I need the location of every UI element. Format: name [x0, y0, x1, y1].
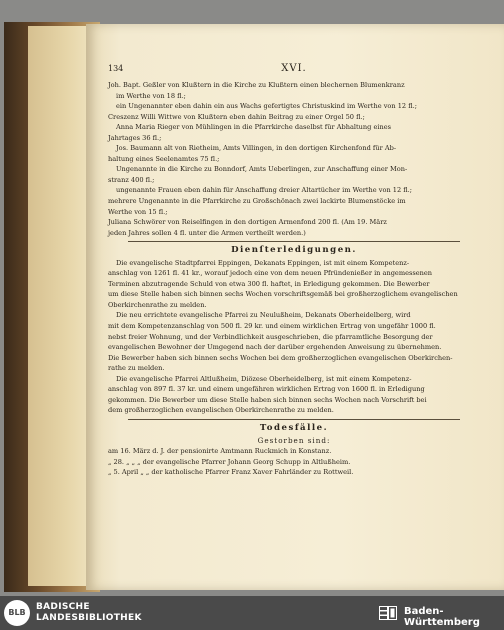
text-line: am 16. März d. J. der pensionirte Amtmann Ruckmich in Konstanz.: [108, 447, 332, 456]
deaths-heading: Todesfälle.: [259, 422, 329, 433]
page-body: [108, 80, 480, 478]
text-line: Die neu errichtete evangelische Pfarrei zu Neulußheim, Dekanats Oberheidelberg, wird: [116, 311, 411, 320]
text-line: dem großherzoglichen evangelischen Oberkirchenrathe zu melden.: [108, 406, 334, 415]
book-page: [86, 24, 504, 590]
text-line: mit dem Kompetenzanschlag von 500 fl. 29 kr. und einem wirklichen Ertrag von ungefähr 1000 fl.: [108, 322, 436, 331]
section-number: XVI.: [281, 63, 307, 74]
blb-logo[interactable]: BLB: [4, 600, 30, 626]
text-line: Juliana Schwörer von Reiselfingen in den dortigen Armenfond 200 fl. (Am 19. März: [108, 218, 387, 227]
text-line: Anna Maria Rieger von Mühlingen in die Pfarrkirche daselbst für Abhaltung eines: [116, 123, 392, 132]
text-line: Oberkirchenrathe zu melden.: [108, 300, 207, 309]
section-divider: [128, 419, 460, 420]
section-divider: [128, 241, 460, 242]
text-line: Ungenannte in die Kirche zu Bonndorf, Amts Ueberlingen, zur Anschaffung einer Mon-: [116, 165, 408, 174]
text-line: anschlag von 897 fl. 37 kr. und einem ungefähren wirklichen Ertrag von 1600 fl. in Erledigung: [108, 385, 425, 394]
vacancies-text: [108, 258, 480, 416]
text-line: Creszenz Willi Wittwe von Klußtern eben dahin Beitrag zu einer Orgel 50 fl.;: [108, 112, 365, 121]
blb-name[interactable]: [36, 602, 142, 624]
blb-name-line1: BADISCHE: [36, 602, 90, 612]
text-line: um diese Stelle haben sich binnen sechs Wochen vorschriftsgemäß bei großherzoglichem evangelischen: [108, 290, 458, 299]
text-line: Die Bewerber haben sich binnen sechs Wochen bei dem großherzoglichen evangelischen Oberkirchen-: [108, 353, 453, 362]
blb-name-line2: LANDESBIBLIOTHEK: [36, 613, 142, 623]
text-line: jeden Jahres sollen 4 fl. unter die Armen vertheilt werden.): [108, 228, 306, 237]
text-line: evangelischen Bewohner der Umgegend nach der darüber ergehenden Anweisung zu übernehmen.: [108, 343, 442, 352]
deaths-subheading: Gestorben sind:: [257, 435, 331, 445]
text-line: „ 5. April „ „ der katholische Pfarrer Franz Xaver Fahrländer zu Rottweil.: [108, 468, 354, 477]
text-line: Die evangelische Pfarrei Altlußheim, Diözese Oberheidelberg, ist mit einem Kompetenz-: [116, 374, 412, 383]
text-line: Werthe von 15 fl.;: [108, 207, 168, 216]
donations-list: [108, 80, 480, 238]
viewer-footer: [0, 596, 504, 630]
page-header: [108, 64, 480, 76]
vacancies-heading: Dienſterledigungen.: [231, 245, 357, 256]
text-line: rathe zu melden.: [108, 364, 165, 373]
bw-name[interactable]: Baden-Württemberg: [404, 606, 480, 628]
text-line: Terminen abzutragende Schuld von etwa 300 fl. haftet, in Erledigung gekommen. Die Bewerber: [108, 279, 430, 288]
text-line: Die evangelische Stadtpfarrei Eppingen, Dekanats Eppingen, ist mit einem Kompetenz-: [116, 258, 410, 267]
text-line: mehrere Ungenannte in die Pfarrkirche zu Großschönach zwei lackirte Blumenstöcke im: [108, 197, 406, 206]
page-number: 134: [108, 64, 124, 73]
deaths-list: [108, 446, 480, 478]
text-line: ein Ungenannter eben dahin ein aus Wachs gefertigtes Christuskind im Werthe von 12 fl.;: [116, 102, 417, 111]
text-line: Jahrtages 36 fl.;: [108, 133, 162, 142]
text-line: anschlag von 1261 fl. 41 kr., worauf jedoch eine von dem neuen Pfründenießer in angemessenen: [108, 269, 433, 278]
text-line: nebst freier Wohnung, und der Verbindlichkeit ausgeschrieben, die pfarramtliche Besorgung der: [108, 332, 433, 341]
text-line: Jos. Baumann alt von Rietheim, Amts Villingen, in den dortigen Kirchenfond für Ab-: [116, 144, 397, 153]
text-line: Joh. Bapt. Geßler von Klußtern in die Kirche zu Klußtern einen blechernen Blumenkranz: [108, 81, 405, 89]
text-line: ungenannte Frauen eben dahin für Anschaffung dreier Altartücher im Werthe von 12 fl.;: [116, 186, 413, 195]
coat-of-arms-icon[interactable]: [378, 605, 398, 621]
text-line: stranz 400 fl.;: [108, 175, 155, 184]
text-line: „ 28. „ „ „ der evangelische Pfarrer Johann Georg Schupp in Altlußheim.: [108, 457, 351, 466]
text-line: im Werthe von 18 fl.;: [116, 91, 186, 100]
text-line: gekommen. Die Bewerber um diese Stelle haben sich binnen sechs Wochen nach Vorschrift bei: [108, 395, 427, 404]
previous-page-edge: [28, 26, 92, 586]
text-line: haltung eines Seelenamtes 75 fl.;: [108, 154, 220, 163]
